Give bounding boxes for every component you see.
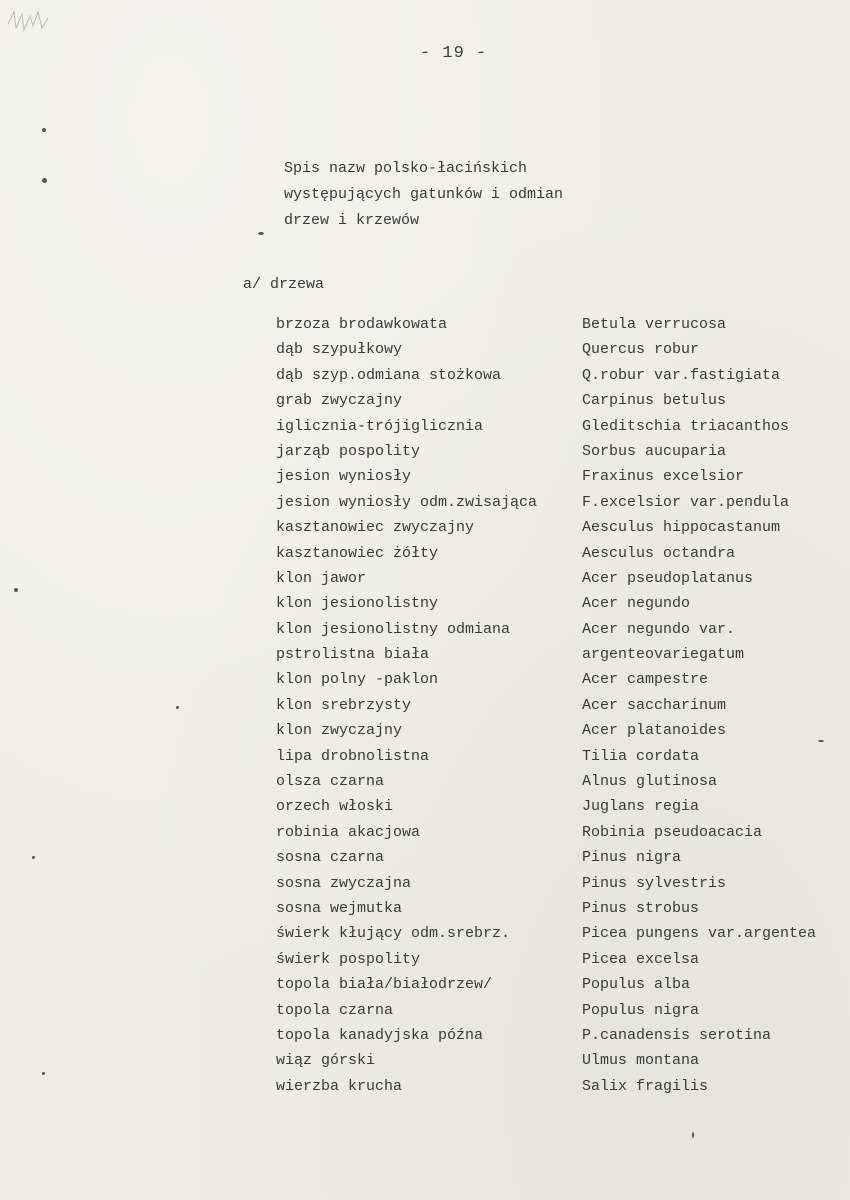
page-number: - 19 - — [420, 44, 488, 63]
polish-name: wierzba krucha — [276, 1077, 403, 1095]
polish-name: topola biała/białodrzew/ — [276, 976, 493, 994]
latin-name: Pinus nigra — [582, 849, 682, 867]
list-item — [0, 951, 850, 976]
list-item — [0, 494, 850, 519]
list-item — [0, 595, 850, 620]
latin-name: F.excelsior var.pendula — [582, 493, 790, 511]
latin-name: Gleditschia triacanthos — [582, 417, 790, 435]
paper-speck — [42, 128, 46, 132]
latin-name: Picea excelsa — [582, 950, 700, 968]
list-item — [0, 1078, 850, 1103]
polish-name: topola czarna — [276, 1001, 394, 1019]
latin-name: Acer negundo var. — [582, 620, 736, 638]
polish-name: świerk kłujący odm.srebrz. — [276, 925, 511, 943]
latin-name: Juglans regia — [582, 798, 700, 816]
latin-name: Alnus glutinosa — [582, 773, 718, 791]
latin-name: Betula verrucosa — [582, 316, 727, 333]
list-item — [0, 900, 850, 925]
polish-name: grab zwyczajny — [276, 392, 403, 410]
latin-name: Aesculus hippocastanum — [582, 519, 781, 537]
polish-name: robinia akacjowa — [276, 823, 421, 841]
list-item — [0, 1027, 850, 1052]
species-list — [0, 316, 850, 1103]
heading-line-3: drzew i krzewów — [284, 212, 420, 229]
latin-name: Tilia cordata — [582, 747, 700, 765]
paper-speck — [176, 706, 179, 709]
list-item — [0, 392, 850, 417]
polish-name: kasztanowiec żółty — [276, 544, 439, 562]
list-item — [0, 722, 850, 747]
list-item — [0, 849, 850, 874]
list-item — [0, 316, 850, 341]
polish-name: klon jawor — [276, 569, 367, 587]
document-heading — [284, 156, 563, 234]
list-item — [0, 621, 850, 646]
polish-name: jesion wyniosły odm.zwisająca — [276, 493, 538, 511]
list-item — [0, 1052, 850, 1077]
list-item — [0, 1002, 850, 1027]
latin-name: Acer pseudoplatanus — [582, 569, 754, 587]
latin-name: Acer campestre — [582, 671, 709, 689]
polish-name: świerk pospolity — [276, 950, 421, 968]
polish-name: dąb szypułkowy — [276, 341, 403, 359]
polish-name: klon zwyczajny — [276, 722, 403, 740]
paper-speck — [818, 740, 824, 742]
polish-name: klon jesionolistny odmiana — [276, 620, 511, 638]
polish-name: iglicznia-trójiglicznia — [276, 417, 484, 435]
polish-name: olsza czarna — [276, 773, 385, 791]
list-item — [0, 443, 850, 468]
list-item — [0, 925, 850, 950]
latin-name: Q.robur var.fastigiata — [582, 366, 781, 384]
latin-name: Acer negundo — [582, 595, 691, 613]
paper-speck — [32, 856, 35, 859]
latin-name: Aesculus octandra — [582, 544, 736, 562]
list-item — [0, 697, 850, 722]
section-label: a/ drzewa — [243, 276, 325, 293]
list-item — [0, 798, 850, 823]
list-item — [0, 875, 850, 900]
latin-name: Pinus sylvestris — [582, 874, 727, 892]
polish-name: sosna wejmutka — [276, 899, 403, 917]
paper-speck — [258, 232, 264, 235]
polish-name: klon srebrzysty — [276, 696, 412, 714]
list-item — [0, 824, 850, 849]
polish-name: topola kanadyjska późna — [276, 1026, 484, 1044]
latin-name: Robinia pseudoacacia — [582, 823, 763, 841]
list-item — [0, 976, 850, 1001]
scribble-mark — [6, 6, 54, 36]
polish-name: jesion wyniosły — [276, 468, 412, 486]
latin-name: P.canadensis serotina — [582, 1026, 772, 1044]
latin-name: argenteovariegatum — [582, 646, 745, 664]
list-item — [0, 468, 850, 493]
list-item — [0, 748, 850, 773]
polish-name: kasztanowiec zwyczajny — [276, 519, 475, 537]
paper-speck — [14, 588, 18, 592]
list-item — [0, 367, 850, 392]
latin-name: Sorbus aucuparia — [582, 442, 727, 460]
list-item — [0, 519, 850, 544]
list-item — [0, 773, 850, 798]
latin-name: Populus nigra — [582, 1001, 700, 1019]
paper-speck — [42, 1072, 45, 1075]
polish-name: sosna zwyczajna — [276, 874, 412, 892]
list-item — [0, 545, 850, 570]
list-item — [0, 341, 850, 366]
list-item — [0, 570, 850, 595]
polish-name: sosna czarna — [276, 849, 385, 867]
list-item — [0, 646, 850, 671]
polish-name: lipa drobnolistna — [276, 747, 430, 765]
latin-name: Quercus robur — [582, 341, 700, 359]
list-item — [0, 418, 850, 443]
polish-name: orzech włoski — [276, 798, 394, 816]
polish-name: jarząb pospolity — [276, 442, 421, 460]
latin-name: Ulmus montana — [582, 1052, 700, 1070]
latin-name: Fraxinus excelsior — [582, 468, 745, 486]
latin-name: Salix fragilis — [582, 1077, 709, 1095]
heading-line-1: Spis nazw polsko-łacińskich — [284, 160, 528, 177]
latin-name: Carpinus betulus — [582, 392, 727, 410]
polish-name: klon polny -paklon — [276, 671, 439, 689]
latin-name: Picea pungens var.argentea — [582, 925, 817, 943]
polish-name: brzoza brodawkowata — [276, 316, 448, 333]
polish-name: wiąz górski — [276, 1052, 376, 1070]
heading-line-2: występujących gatunków i odmian — [284, 186, 564, 203]
latin-name: Acer saccharinum — [582, 696, 727, 714]
paper-speck — [692, 1132, 694, 1138]
latin-name: Acer platanoides — [582, 722, 727, 740]
latin-name: Populus alba — [582, 976, 691, 994]
latin-name: Pinus strobus — [582, 899, 700, 917]
polish-name: pstrolistna biała — [276, 646, 430, 664]
paper-speck — [42, 178, 47, 183]
polish-name: klon jesionolistny — [276, 595, 439, 613]
polish-name: dąb szyp.odmiana stożkowa — [276, 366, 502, 384]
list-item — [0, 671, 850, 696]
